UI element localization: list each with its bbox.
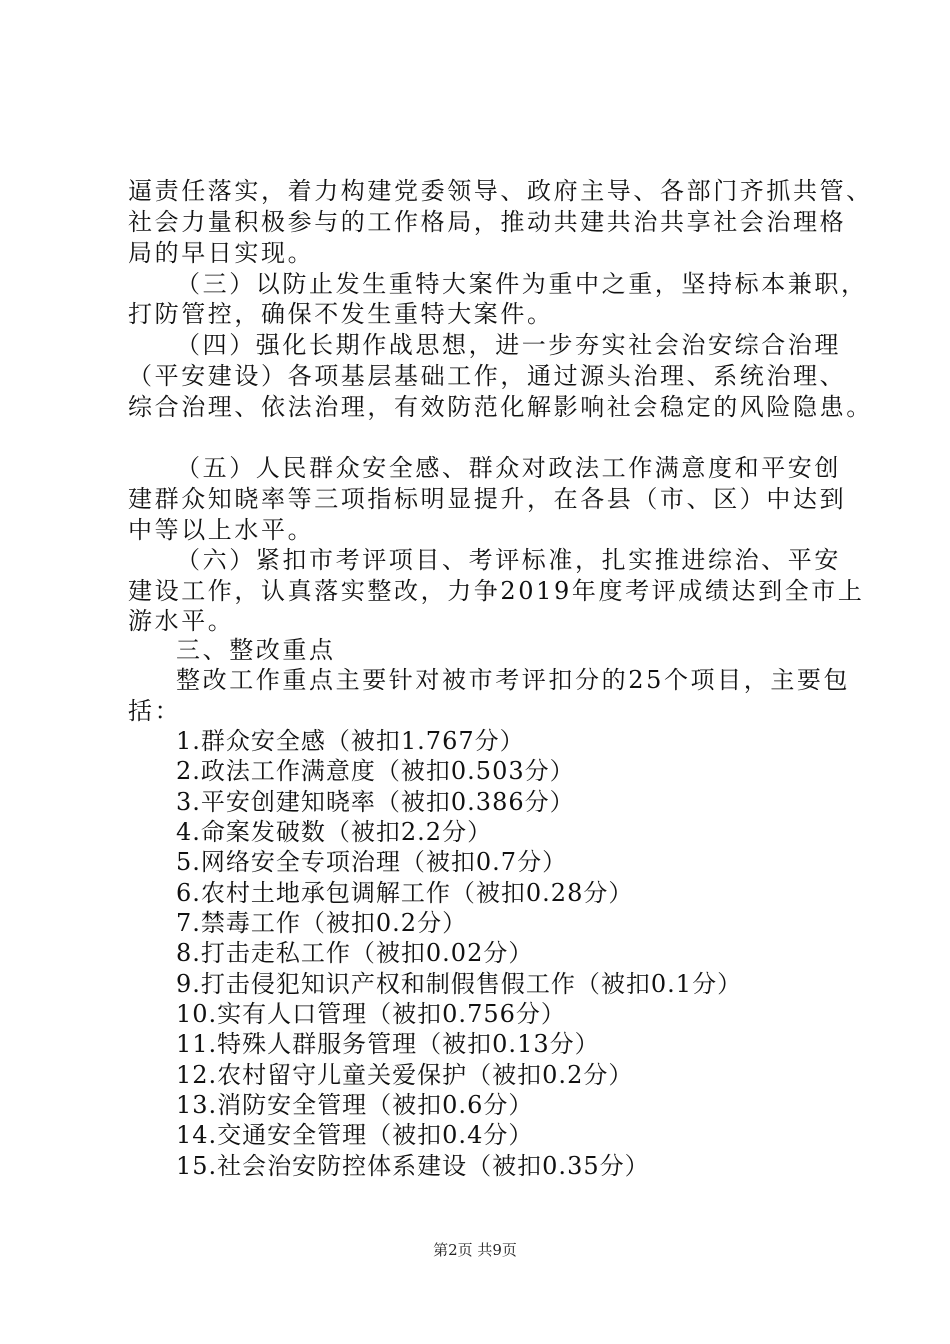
paragraph-item-6: （六）紧扣市考评项目、考评标准，扎实推进综治、平安 (176, 546, 841, 574)
body-text-line: 中等以上水平。 (128, 516, 315, 544)
list-item: 4.命案发破数（被扣2.2分） (176, 818, 493, 846)
body-text-line: 括： (128, 697, 182, 725)
page-number-footer: 第2页 共9页 (433, 1241, 517, 1259)
list-item: 11.特殊人群服务管理（被扣0.13分） (176, 1030, 600, 1058)
section-heading: 三、整改重点 (176, 636, 336, 664)
list-item: 5.网络安全专项治理（被扣0.7分） (176, 848, 568, 876)
body-text-line: （平安建设）各项基层基础工作，通过源头治理、系统治理、 (128, 362, 847, 390)
list-item: 3.平安创建知晓率（被扣0.386分） (176, 788, 575, 816)
list-item: 9.打击侵犯知识产权和制假售假工作（被扣0.1分） (176, 970, 743, 998)
list-item: 10.实有人口管理（被扣0.756分） (176, 1000, 566, 1028)
paragraph-item-4: （四）强化长期作战思想，进一步夯实社会治安综合治理 (176, 331, 841, 359)
list-item: 2.政法工作满意度（被扣0.503分） (176, 757, 575, 785)
body-text-line: 建设工作，认真落实整改，力争2019年度考评成绩达到全市上 (128, 577, 865, 605)
section-intro: 整改工作重点主要针对被市考评扣分的25个项目，主要包 (176, 666, 851, 694)
list-item: 15.社会治安防控体系建设（被扣0.35分） (176, 1152, 650, 1180)
body-text-line: 建群众知晓率等三项指标明显提升，在各县（市、区）中达到 (128, 485, 847, 513)
paragraph-item-3: （三）以防止发生重特大案件为重中之重，坚持标本兼职， (176, 270, 868, 298)
body-text-line: 游水平。 (128, 607, 235, 635)
list-item: 13.消防安全管理（被扣0.6分） (176, 1091, 534, 1119)
body-text-line: 综合治理、依法治理，有效防范化解影响社会稳定的风险隐患。 (128, 393, 873, 421)
body-text-line: 逼责任落实，着力构建党委领导、政府主导、各部门齐抓共管、 (128, 177, 873, 205)
list-item: 7.禁毒工作（被扣0.2分） (176, 909, 468, 937)
list-item: 14.交通安全管理（被扣0.4分） (176, 1121, 534, 1149)
list-item: 6.农村土地承包调解工作（被扣0.28分） (176, 879, 634, 907)
list-item: 8.打击走私工作（被扣0.02分） (176, 939, 534, 967)
list-item: 12.农村留守儿童关爱保护（被扣0.2分） (176, 1061, 634, 1089)
list-item: 1.群众安全感（被扣1.767分） (176, 727, 525, 755)
body-text-line: 局的早日实现。 (128, 239, 315, 267)
paragraph-item-5: （五）人民群众安全感、群众对政法工作满意度和平安创 (176, 454, 841, 482)
body-text-line: 打防管控，确保不发生重特大案件。 (128, 300, 554, 328)
body-text-line: 社会力量积极参与的工作格局，推动共建共治共享社会治理格 (128, 208, 847, 236)
